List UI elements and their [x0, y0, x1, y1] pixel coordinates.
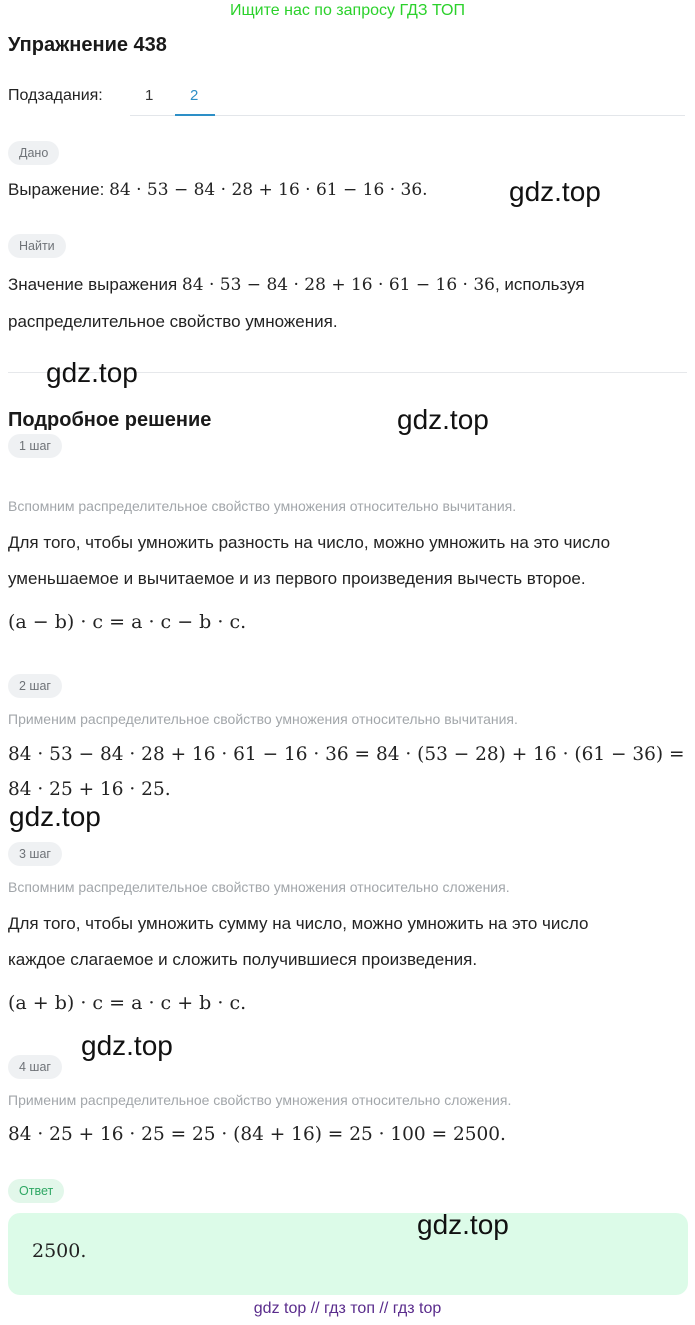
tab-subtask-2[interactable]: 2: [190, 87, 199, 104]
answer-box: [8, 1213, 688, 1295]
footer-links[interactable]: gdz top // гдз топ // гдз top: [253, 1300, 442, 1317]
watermark: gdz.top: [509, 176, 601, 207]
step-2-line-2: 84 · 25 + 16 · 25.: [8, 779, 171, 800]
step-1-hint: Вспомним распределительное свойство умножения относительно вычитания.: [8, 498, 517, 514]
step-3-line-1: Для того, чтобы умножить сумму на число, можно умножить на это число: [8, 914, 589, 933]
find-chip: Найти: [8, 234, 66, 258]
active-tab-indicator: [175, 114, 215, 116]
watermark: gdz.top: [46, 357, 138, 388]
page-title: Упражнение 438: [8, 34, 167, 56]
step-2-line-1: 84 · 53 − 84 · 28 + 16 · 61 − 16 · 36 = 84 · (53 − 28) + 16 · (61 − 36) =: [8, 744, 685, 765]
solution-heading: Подробное решение: [8, 409, 212, 431]
step-1-formula: (a − b) · c = a · c − b · c.: [8, 611, 247, 633]
answer-chip: Ответ: [8, 1179, 64, 1203]
given-expression: 84 · 53 − 84 · 28 + 16 · 61 − 16 · 36.: [109, 180, 428, 200]
watermark: gdz.top: [81, 1030, 173, 1061]
step-4-line-1: 84 · 25 + 16 · 25 = 25 · (84 + 16) = 25 · 100 = 2500.: [8, 1124, 506, 1145]
step-3-line-2: каждое слагаемое и сложить получившиеся произведения.: [8, 950, 478, 969]
given-line: [8, 180, 428, 200]
given-chip: Дано: [8, 141, 59, 165]
step-3-chip: 3 шаг: [8, 842, 62, 866]
find-line-2: распределительное свойство умножения.: [8, 312, 338, 331]
step-2-hint: Применим распределительное свойство умножения относительно вычитания.: [8, 711, 518, 727]
watermark: gdz.top: [397, 404, 489, 435]
watermark: gdz.top: [417, 1209, 509, 1240]
subtasks-label: Подзадания:: [8, 87, 103, 104]
step-4-chip: 4 шаг: [8, 1055, 62, 1079]
find-tail: , используя: [494, 275, 585, 294]
step-1-line-2: уменьшаемое и вычитаемое и из первого произведения вычесть второе.: [8, 569, 586, 588]
step-4-hint: Применим распределительное свойство умножения относительно сложения.: [8, 1092, 512, 1108]
find-line-1: [8, 275, 585, 295]
watermark: gdz.top: [9, 801, 101, 832]
find-expression: 84 · 53 − 84 · 28 + 16 · 61 − 16 · 36: [181, 275, 495, 295]
find-text: Значение выражения: [8, 275, 178, 294]
answer-value: 2500.: [32, 1240, 87, 1262]
step-2-chip: 2 шаг: [8, 674, 62, 698]
step-3-hint: Вспомним распределительное свойство умножения относительно сложения.: [8, 879, 510, 895]
tab-subtask-1[interactable]: 1: [145, 87, 154, 104]
step-3-formula: (a + b) · c = a · c + b · c.: [8, 992, 247, 1014]
step-1-chip: 1 шаг: [8, 434, 62, 458]
step-1-line-1: Для того, чтобы умножить разность на число, можно умножить на это число: [8, 533, 611, 552]
promo-banner[interactable]: Ищите нас по запросу ГДЗ ТОП: [230, 2, 465, 19]
given-label: Выражение:: [8, 180, 105, 199]
